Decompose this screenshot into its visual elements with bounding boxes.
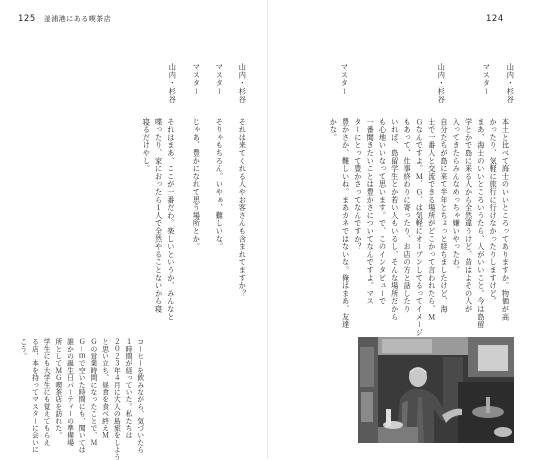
speaker-label: 山内・杉谷: [506, 63, 516, 104]
speaker-label: 山内・杉谷: [437, 63, 447, 104]
photo-master: [358, 337, 514, 443]
dialogue-line: それはまあ、ここが一番だわ。楽しいというか、みんなと 喋ったり、家におったら１人で全然やることないから寝 寝るだけやし。: [142, 118, 176, 321]
right-folio: [486, 14, 504, 24]
left-folio: [18, 14, 111, 24]
dialogue-line: それは来てくれる人やお客さんも含まれてますか？: [238, 118, 248, 298]
left-page: [0, 0, 268, 459]
running-head: 釜浦港にある喫茶店: [43, 15, 112, 23]
narrative-paragraph: コーヒーを飲みながら、気づいたら １時間が経っていた。私たちは ２０２３年４月に大人の島旅をしよう と思い立ち、昼食を食べ終えＭ Ｇの営業時間になったことで、Ｍ Ｇ－ｍで空いた時間にも、聞いては 誰かの誕生日パーティーの準備場 所としてＭＧ喫茶店を訪れた。 学生にも大学生にも覚えてもらえ る店、本を持ってマスターに会いに こう。: [18, 338, 144, 460]
body-text: 本土と比べて海士のいいところってありますか。物価が高 かったり、気軽に旅行に行けなかったりしますけど。 まあ、海士のいいところいうたら、人がいいこと。今は島留 学とかで島に来る人から全然違うけど、昔はよその人が 入ってきたらみんなめっちゃ嫌いやったわ。 自分たちが島に来て半年とちょっと経ちましたけど、海 士で一番人と交流できる場所がどこかって言われたら、Ｍ Ｇなんですよ。Ｍ．Ｇ．は気軽にオープンしてるってイメージ もあって、仕事終わりに寄ったり、お店の方と話したり いれば、島留学生とか若い人もいるし、そんな場所だから も心地いいなって思います。で、このインタビューで 一番聞きたいことは豊かさについてなんですよ。マス ターにとって豊かさってなんですか？ 豊かさか、難しいね。まあカネではないな。俺はまあ、友達 かな。: [329, 118, 511, 337]
speaker-label: マスター: [340, 63, 350, 96]
speaker-label: マスター: [482, 63, 492, 96]
page-number: 125: [18, 14, 36, 24]
dialogue-line: そりゃもちろん。いやぁ、難しいな。: [215, 118, 225, 251]
page-number: 124: [486, 14, 504, 24]
speaker-label: マスター: [215, 63, 225, 96]
speaker-label: 山内・杉谷: [168, 63, 178, 104]
speaker-label: マスター: [192, 63, 202, 96]
dialogue-line: じゃあ、豊かになれて思う場所とか。: [192, 118, 202, 251]
speaker-label: 山内・杉谷: [238, 63, 248, 104]
photo-illustration: [358, 337, 514, 443]
